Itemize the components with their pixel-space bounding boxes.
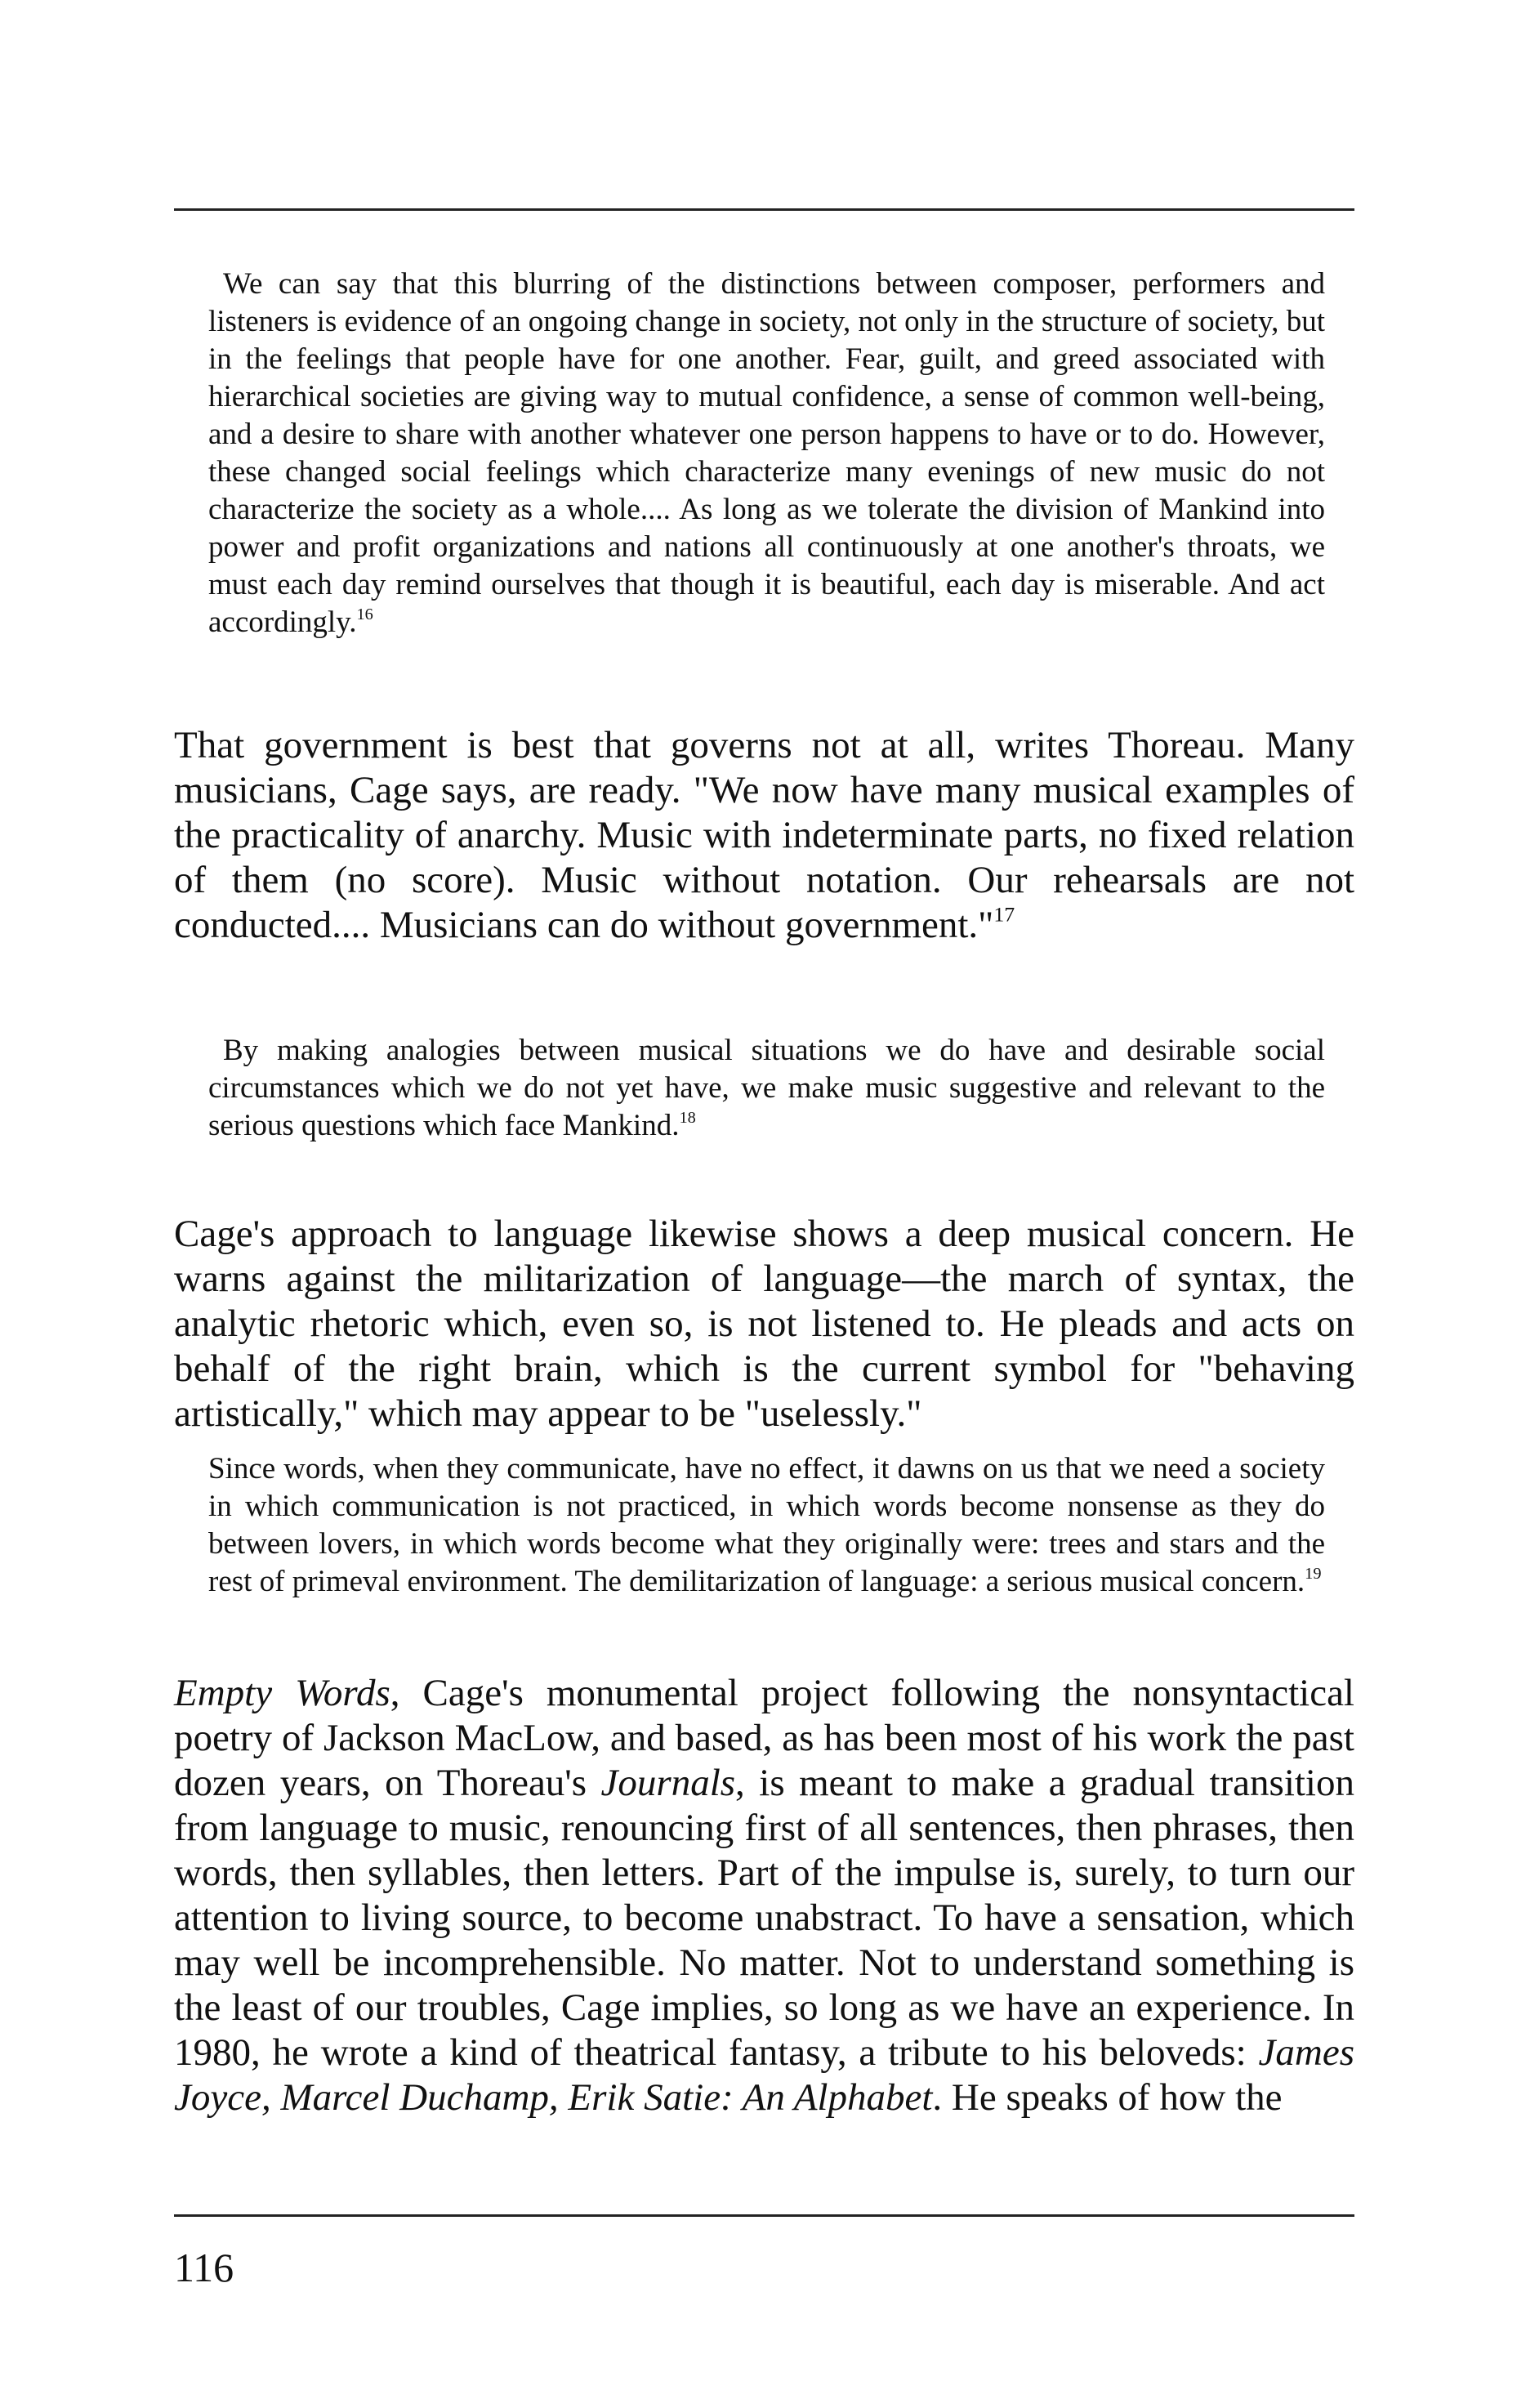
footnote-ref-19[interactable]: 19 [1305,1564,1322,1583]
footnote-ref-17[interactable]: 17 [993,902,1015,927]
italic-title-alphabet: James Joyce, Marcel Duchamp, Erik Satie: An Alphabet [174,2031,1354,2119]
paragraph-text: Cage's approach to language likewise shows a deep musical concern. He warns against the militarization of language—the march of syntax, the analytic rhetoric which, even so, is not listened to. He pleads and acts on behalf of the right brain, which is the current symbol for "behaving artistically," which may appear to be "uselessly." [174,1213,1354,1435]
quote-text: Since words, when they communicate, have no effect, it dawns on us that we need a society in which communication is not practiced, in which words become nonsense as they do between lovers, in which words become what they originally were: trees and stars and the rest of primeval environment. The demilitarization of language: a serious musical concern. [208,1452,1325,1598]
header-rule [174,208,1354,211]
paragraph-text: . He speaks of how the [932,2076,1283,2119]
paragraph-text: , is meant to make a gradual transition from language to music, renouncing first of all sentences, then phrases, then words, then syllables, then letters. Part of the impulse is, surely, to turn our attention to living source, to become unabstract. To have a sensation, which may well be incomprehensible. No matter. Not to understand something is the least of our troubles, Cage implies, so long as we have an experience. In 1980, he wrote a kind of theatrical fantasy, a tribute to his beloveds: [174,1762,1354,2074]
block-quote-cage-society [208,266,1325,641]
paragraph-cage-language [174,1212,1354,1436]
footnote-ref-18[interactable]: 18 [679,1108,696,1127]
page-number: 116 [174,2245,234,2290]
paragraph-text: That government is best that governs not at all, writes Thoreau. Many musicians, Cage says, are ready. "We now have many musical examples of the practicality of anarchy. Music with indeterminate parts, no fixed relation of them (no score). Music without notation. Our rehearsals are not conducted.... Musicians can do without government." [174,724,1354,946]
footnote-ref-16[interactable]: 16 [356,605,373,623]
block-quote-demilitarization [208,1450,1325,1601]
paragraph-thoreau-government [174,723,1354,948]
footer-rule [174,2214,1354,2217]
quote-text: We can say that this blurring of the distinctions between composer, performers and listeners is evidence of an ongoing change in society, not only in the structure of society, but in the feelings that people have for one another. Fear, guilt, and greed associated with hierarchical societies are giving way to mutual confidence, a sense of common well-being, and a desire to share with another whatever one person happens to have or to do. However, these changed social feelings which characterize many evenings of new music do not characterize the society as a whole.... As long as we tolerate the division of Mankind into power and profit organizations and nations all continuously at one another's throats, we must each day remind ourselves that though it is beautiful, each day is miserable. And act accordingly. [208,267,1325,639]
italic-title-journals: Journals [600,1762,736,1804]
block-quote-musical-analogies [208,1032,1325,1145]
italic-title-empty-words: Empty Words [174,1672,390,1714]
paragraph-empty-words [174,1671,1354,2120]
quote-text: By making analogies between musical situations we do have and desirable social circumstances which we do not yet have, we make music suggestive and relevant to the serious questions which face Mankind. [208,1034,1325,1142]
paragraph-text: , Cage's monumental project following the nonsyntactical poetry of Jackson MacLow, and based, as has been most of his work the past dozen years, on Thoreau's [174,1672,1354,1804]
